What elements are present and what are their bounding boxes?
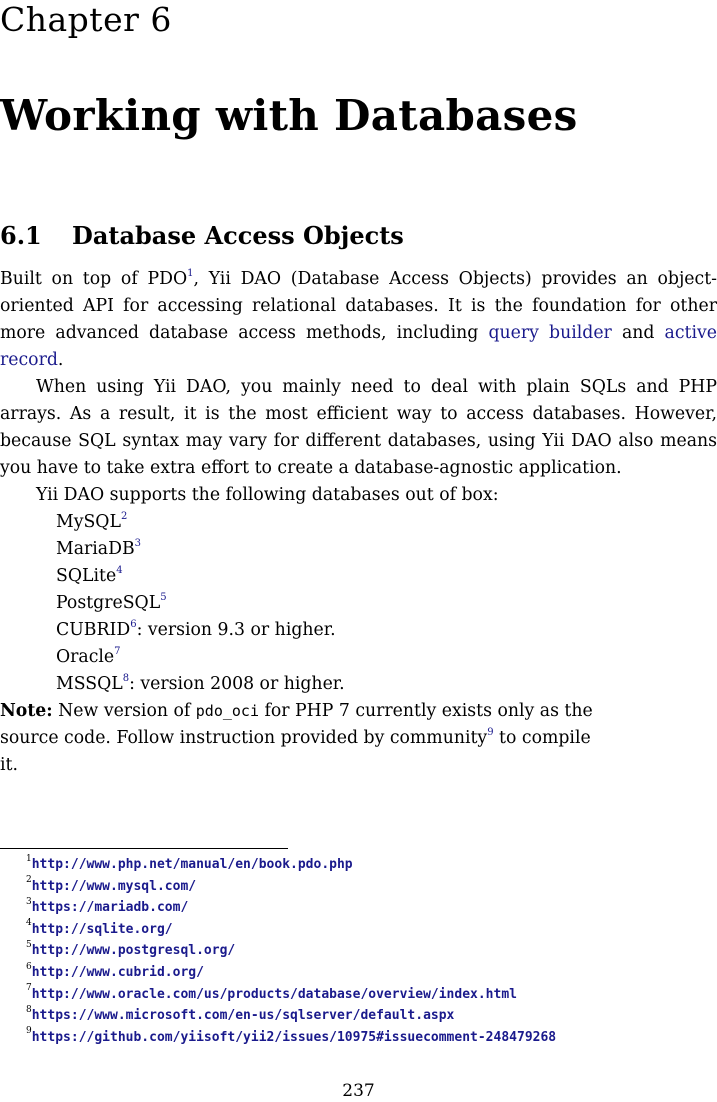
footnote-item (26, 919, 716, 941)
para1-text-4: . (57, 350, 64, 370)
note-text-2: for PHP 7 currently exists only as the source code. Follow instruction provided by community (0, 701, 593, 748)
footnote-number: 7 (26, 983, 32, 994)
db-extra: : version 9.3 or higher. (136, 620, 336, 640)
footnote-link[interactable]: http://sqlite.org/ (31, 921, 173, 937)
body-text (0, 266, 717, 779)
footnote-number: 9 (26, 1026, 32, 1037)
page-number: 237 (342, 1081, 375, 1101)
list-item (56, 536, 717, 563)
footnote-link[interactable]: http://www.php.net/manual/en/book.pdo.php (31, 857, 353, 872)
db-name: Oracle (56, 647, 115, 667)
list-item (56, 671, 717, 698)
database-list (0, 509, 717, 698)
db-name: MSSQL (56, 674, 123, 694)
footnote-link[interactable]: https://www.microsoft.com/en-us/sqlserver/default.aspx (31, 1008, 455, 1024)
chapter-title: Working with Databases (0, 91, 578, 140)
list-item (56, 509, 717, 536)
footnote-item (26, 962, 716, 984)
list-item (56, 590, 717, 617)
db-extra: : version 2008 or higher. (129, 674, 345, 694)
footnote-ref[interactable]: 4 (116, 565, 123, 577)
footnote-ref-1[interactable]: 1 (187, 268, 194, 280)
db-name: MySQL (56, 512, 121, 532)
list-item (56, 644, 717, 671)
footnote-item (26, 940, 716, 962)
note-text-1: New version of (52, 701, 196, 721)
footnote-link[interactable]: http://www.oracle.com/us/products/database/overview/index.html (31, 986, 517, 1002)
footnote-item (26, 854, 716, 876)
note-block (0, 698, 610, 779)
footnote-divider (0, 848, 288, 849)
paragraph-supported-dbs: Yii DAO supports the following databases out of box: (36, 485, 499, 505)
footnote-number: 6 (26, 961, 32, 972)
footnote-ref-9[interactable]: 9 (487, 727, 494, 739)
footnote-number: 3 (26, 896, 32, 907)
footnote-number: 4 (26, 918, 32, 929)
footnote-item (26, 1027, 716, 1049)
list-item (56, 563, 717, 590)
footnote-link[interactable]: http://www.mysql.com/ (31, 878, 197, 894)
footnote-link[interactable]: https://mariadb.com/ (31, 900, 189, 916)
note-label: Note: (0, 701, 53, 721)
active-record-link[interactable]: active record (0, 323, 717, 370)
paragraph-intro (0, 266, 717, 374)
paragraph-dao-usage: When using Yii DAO, you mainly need to deal with plain SQLs and PHP arrays. As a result, it is the most efficient way to access databases. However, because SQL syntax may vary for different databases, using Yii DAO also means you have to take extra effort to create a database-agnostic application. (0, 377, 717, 478)
footnote-ref[interactable]: 6 (130, 619, 137, 631)
footnote-link[interactable]: https://github.com/yiisoft/yii2/issues/10975#issuecomment-248479268 (31, 1029, 557, 1045)
footnote-number: 1 (26, 853, 32, 864)
footnote-number: 8 (26, 1004, 32, 1015)
footnote-item (26, 897, 716, 919)
footnote-ref[interactable]: 2 (120, 511, 128, 523)
para1-text-3: and (611, 323, 665, 343)
footnote-link[interactable]: http://www.cubrid.org/ (31, 964, 204, 980)
footnote-number: 2 (26, 875, 32, 886)
query-builder-link[interactable]: query builder (488, 323, 612, 343)
chapter-label: Chapter 6 (0, 0, 172, 39)
footnotes (26, 854, 716, 1048)
section-title: Database Access Objects (72, 221, 404, 250)
footnote-item (26, 876, 716, 898)
section-number: 6.1 (0, 221, 42, 250)
footnote-item (26, 1005, 716, 1027)
footnote-ref[interactable]: 7 (114, 646, 121, 658)
para1-text-1: Built on top of PDO (0, 269, 188, 289)
section-heading (0, 220, 404, 252)
footnote-ref[interactable]: 3 (134, 538, 142, 550)
note-code: pdo_oci (195, 702, 259, 720)
footnote-number: 5 (26, 940, 32, 951)
list-item (56, 617, 717, 644)
footnote-item (26, 984, 716, 1006)
db-name: PostgreSQL (56, 593, 161, 613)
db-name: MariaDB (56, 539, 135, 559)
footnote-ref[interactable]: 5 (160, 592, 167, 604)
note-text-3: to compile it. (0, 728, 591, 775)
db-name: CUBRID (56, 620, 131, 640)
footnote-ref[interactable]: 8 (122, 673, 130, 685)
footnote-link[interactable]: http://www.postgresql.org/ (31, 943, 236, 959)
db-name: SQLite (56, 566, 117, 586)
para1-text-2: , Yii DAO (Database Access Objects) provides an object-oriented API for accessing relational databases. It is the foundation for other more advanced database access methods, including (0, 269, 717, 343)
